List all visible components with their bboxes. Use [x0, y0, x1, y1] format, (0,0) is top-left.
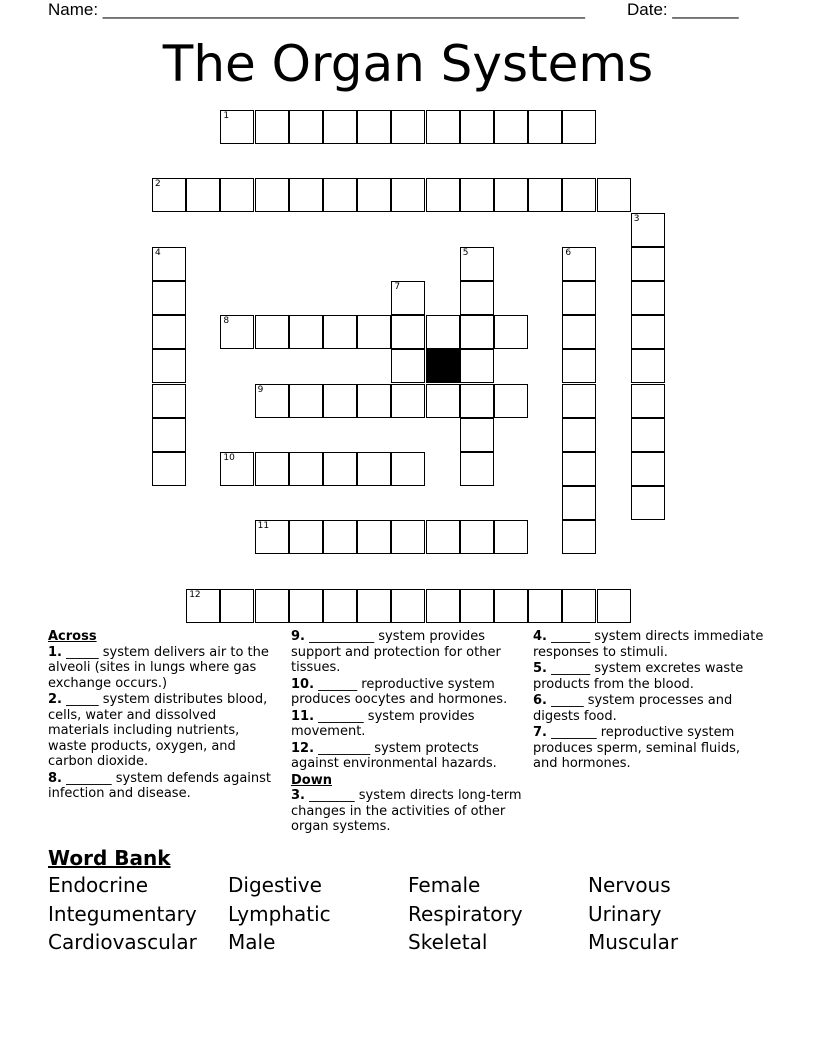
grid-cell[interactable] [460, 452, 494, 486]
word-bank-item: Female [408, 873, 481, 897]
grid-cell[interactable] [152, 281, 186, 315]
clue-number: 11. [291, 708, 315, 724]
grid-cell[interactable] [631, 247, 665, 281]
clue-number: 5 [462, 247, 469, 258]
grid-cell[interactable] [426, 178, 460, 212]
grid-cell[interactable] [357, 589, 391, 623]
clue-number: 7. [533, 725, 547, 740]
clue-number: 2. [48, 692, 62, 707]
clues-column-2 [291, 629, 523, 836]
grid-cell[interactable] [426, 384, 460, 418]
grid-cell[interactable] [494, 315, 528, 349]
grid-cell[interactable] [357, 452, 391, 486]
clue-number: 1 [223, 111, 230, 121]
grid-cell[interactable] [323, 384, 357, 418]
grid-cell[interactable] [357, 520, 391, 554]
word-bank-item: Lymphatic [228, 901, 331, 926]
grid-cell[interactable] [152, 418, 186, 452]
clue-number: 3. [291, 788, 305, 803]
clue-number: 12 [189, 589, 201, 600]
grid-cell[interactable] [631, 213, 665, 247]
grid-cell[interactable] [391, 315, 425, 349]
clue-number: 6 [565, 247, 572, 258]
grid-cell[interactable] [562, 315, 596, 349]
grid-cell[interactable] [631, 452, 665, 486]
grid-cell[interactable] [631, 418, 665, 452]
grid-cell[interactable] [494, 520, 528, 554]
clue-text: _______ reproductive system produces sperm, seminal fluids, and hormones. [533, 725, 741, 771]
clue-item [48, 771, 280, 802]
grid-cell[interactable] [426, 110, 460, 144]
clue-text: _______ system defends against infection and disease. [48, 770, 272, 801]
grid-cell[interactable] [186, 178, 220, 212]
grid-cell[interactable] [255, 384, 289, 418]
grid-cell[interactable] [220, 452, 254, 486]
grid-cell[interactable] [562, 486, 596, 520]
grid-cell[interactable] [460, 589, 494, 623]
clue-text: ______ system directs immediate responses to stimuli. [533, 629, 764, 660]
clue-item [533, 693, 765, 724]
grid-cell[interactable] [255, 520, 289, 554]
grid-cell[interactable] [391, 349, 425, 383]
clue-item [533, 661, 765, 692]
grid-cell[interactable] [391, 384, 425, 418]
clue-text: _______ system provides movement. [291, 708, 475, 739]
grid-cell[interactable] [289, 589, 323, 623]
grid-cell[interactable] [323, 452, 357, 486]
clue-item [533, 629, 765, 660]
clue-number: 6. [533, 693, 547, 708]
word-bank-item: Cardiovascular [48, 930, 197, 954]
grid-cell[interactable] [323, 178, 357, 212]
grid-cell[interactable] [494, 110, 528, 144]
grid-cell[interactable] [220, 110, 254, 144]
clue-item [291, 788, 523, 835]
grid-cell[interactable] [391, 520, 425, 554]
clue-item [48, 692, 280, 770]
grid-cell[interactable] [562, 384, 596, 418]
clues-column-1 [48, 629, 280, 803]
grid-cell[interactable] [357, 315, 391, 349]
clue-number: 8. [48, 770, 62, 786]
date-field[interactable]: Date: _______ [627, 0, 739, 19]
clue-item [533, 725, 765, 772]
grid-cell[interactable] [255, 589, 289, 623]
down-clue-list [533, 629, 765, 772]
clue-number: 10. [291, 676, 315, 692]
grid-cell[interactable] [460, 384, 494, 418]
grid-cell[interactable] [391, 110, 425, 144]
across-clue-list [48, 645, 280, 802]
grid-cell[interactable] [494, 384, 528, 418]
grid-cell[interactable] [631, 349, 665, 383]
clue-number: 3 [633, 213, 640, 224]
grid-cell[interactable] [152, 178, 186, 212]
grid-cell[interactable] [289, 110, 323, 144]
grid-cell[interactable] [255, 315, 289, 349]
clue-item [291, 741, 523, 772]
grid-cell[interactable] [289, 520, 323, 554]
grid-cell[interactable] [426, 315, 460, 349]
grid-cell[interactable] [391, 452, 425, 486]
grid-cell[interactable] [631, 384, 665, 418]
word-bank-item: Nervous [588, 873, 671, 897]
grid-cell[interactable] [562, 247, 596, 281]
clue-item [291, 709, 523, 740]
grid-cell[interactable] [460, 178, 494, 212]
grid-cell[interactable] [528, 110, 562, 144]
grid-cell[interactable] [289, 384, 323, 418]
across-clue-list [291, 629, 523, 772]
grid-cell[interactable] [460, 349, 494, 383]
grid-cell[interactable] [357, 178, 391, 212]
name-field[interactable]: Name: ___________________________________________________ [48, 0, 585, 19]
clue-text: __________ system provides support and protection for other tissues. [291, 629, 501, 675]
grid-cell[interactable] [631, 281, 665, 315]
grid-cell[interactable] [597, 589, 631, 623]
word-bank-item: Male [228, 930, 276, 954]
clue-number: 12. [291, 740, 315, 756]
grid-cell[interactable] [631, 486, 665, 520]
clue-number: 4. [533, 629, 547, 644]
grid-cell[interactable] [323, 110, 357, 144]
grid-cell[interactable] [220, 178, 254, 212]
word-bank-item: Respiratory [408, 901, 523, 926]
clue-number: 1. [48, 644, 62, 660]
grid-cell[interactable] [562, 418, 596, 452]
grid-cell[interactable] [152, 452, 186, 486]
grid-cell[interactable] [562, 110, 596, 144]
grid-cell[interactable] [220, 589, 254, 623]
grid-cell[interactable] [323, 589, 357, 623]
grid-cell[interactable] [562, 349, 596, 383]
grid-cell[interactable] [289, 452, 323, 486]
down-clue-list [291, 788, 523, 835]
grid-cell[interactable] [460, 418, 494, 452]
grid-black-cell [426, 349, 460, 383]
clue-text: ______ reproductive system produces oocytes and hormones. [291, 676, 508, 707]
grid-cell[interactable] [391, 281, 425, 315]
grid-cell[interactable] [426, 520, 460, 554]
word-bank-item: Muscular [588, 930, 679, 954]
clue-number: 4 [155, 247, 161, 258]
clue-item [48, 645, 280, 692]
clue-text: _____ system distributes blood, cells, water and dissolved materials including nutrients, waste products, oxygen, and carbon dioxide. [48, 692, 268, 769]
grid-cell[interactable] [460, 247, 494, 281]
grid-cell[interactable] [255, 178, 289, 212]
grid-cell[interactable] [323, 315, 357, 349]
grid-cell[interactable] [562, 178, 596, 212]
clue-number: 5. [533, 661, 547, 676]
grid-cell[interactable] [152, 247, 186, 281]
clue-text: ______ system excretes waste products from the blood. [533, 661, 744, 692]
grid-cell[interactable] [460, 315, 494, 349]
grid-cell[interactable] [255, 452, 289, 486]
clue-text: _____ system processes and digests food. [533, 693, 733, 724]
grid-cell[interactable] [323, 520, 357, 554]
grid-cell[interactable] [562, 589, 596, 623]
grid-cell[interactable] [391, 589, 425, 623]
grid-cell[interactable] [528, 178, 562, 212]
grid-cell[interactable] [255, 110, 289, 144]
grid-cell[interactable] [152, 349, 186, 383]
grid-cell[interactable] [186, 589, 220, 623]
clue-number: 11 [257, 521, 270, 532]
grid-cell[interactable] [426, 589, 460, 623]
grid-cell[interactable] [494, 178, 528, 212]
grid-cell[interactable] [357, 110, 391, 144]
clue-number: 2 [155, 179, 161, 190]
clue-number: 9 [257, 384, 264, 395]
word-bank-item: Integumentary [48, 901, 197, 926]
grid-cell[interactable] [152, 315, 186, 349]
grid-cell[interactable] [460, 110, 494, 144]
down-heading: Down [291, 772, 332, 788]
grid-cell[interactable] [460, 520, 494, 554]
word-bank-title: Word Bank [48, 846, 171, 870]
clue-number: 9. [291, 629, 305, 644]
clue-number: 8 [223, 316, 230, 327]
clues-column-3 [533, 629, 765, 773]
grid-cell[interactable] [391, 178, 425, 212]
grid-cell[interactable] [631, 315, 665, 349]
clue-number: 7 [394, 282, 401, 292]
word-bank-item: Digestive [228, 873, 322, 897]
clue-item [291, 677, 523, 708]
clue-text: _______ system directs long-term changes in the activities of other organ systems. [291, 788, 522, 834]
page-title: The Organ Systems [162, 35, 654, 93]
clue-text: ________ system protects against environmental hazards. [291, 740, 497, 771]
grid-cell[interactable] [528, 589, 562, 623]
word-bank-item: Urinary [588, 901, 662, 926]
across-heading: Across [48, 629, 97, 644]
grid-cell[interactable] [562, 520, 596, 554]
grid-cell[interactable] [220, 315, 254, 349]
grid-cell[interactable] [357, 384, 391, 418]
clue-item [291, 629, 523, 676]
grid-cell[interactable] [460, 281, 494, 315]
grid-cell[interactable] [289, 315, 323, 349]
clue-number: 10 [223, 453, 235, 463]
grid-cell[interactable] [289, 178, 323, 212]
grid-cell[interactable] [562, 281, 596, 315]
grid-cell[interactable] [597, 178, 631, 212]
grid-cell[interactable] [494, 589, 528, 623]
clue-text: _____ system delivers air to the alveoli (sites in lungs where gas exchange occurs.) [48, 644, 269, 691]
word-bank-item: Endocrine [48, 873, 148, 897]
word-bank-item: Skeletal [408, 930, 488, 954]
grid-cell[interactable] [562, 452, 596, 486]
grid-cell[interactable] [152, 384, 186, 418]
